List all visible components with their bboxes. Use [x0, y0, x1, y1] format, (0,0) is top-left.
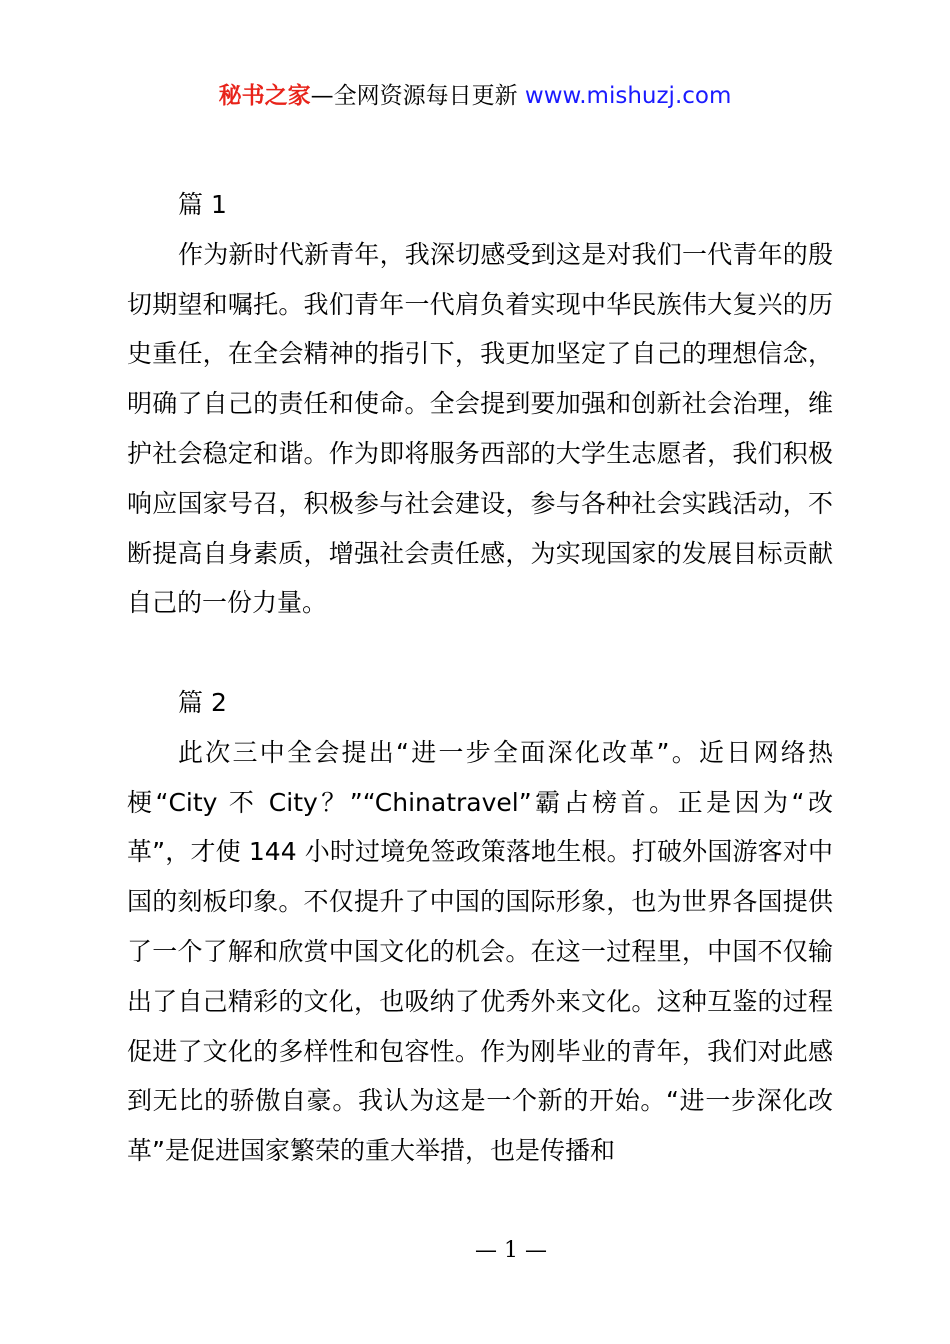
- section-1-paragraph: 作为新时代新青年，我深切感受到这是对我们一代青年的殷切期望和嘱托。我们青年一代肩负着实现中华民族伟大复兴的历史重任，在全会精神的指引下，我更加坚定了自己的理想信念，明确了自己的责任和使命。全会提到要加强和创新社会治理，维护社会稳定和谐。作为即将服务西部的大学生志愿者，我们积极响应国家号召，积极参与社会建设，参与各种社会实践活动，不断提高自身素质，增强社会责任感，为实现国家的发展目标贡献自己的一份力量。: [127, 239, 833, 618]
- section-1-title: 篇 1: [178, 190, 227, 219]
- section-2-paragraph: 此次三中全会提出“进一步全面深化改革”。近日网络热梗“City 不 City？”“Chinatravel”霸占榜首。正是因为“改革”，才使 144 小时过境免签政策落地生根。打破外国游客对中国的刻板印象。不仅提升了中国的国际形象，也为世界各国提供了一个了解和欣赏中国文化的机会。在这一过程里，中国不仅输出了自己精彩的文化，也吸纳了优秀外来文化。这种互鉴的过程促进了文化的多样性和包容性。作为刚毕业的青年，我们对此感到无比的骄傲自豪。我认为这是一个新的开始。“进一步深化改革”是促进国家繁荣的重大举措，也是传播和: [127, 737, 833, 1166]
- brand-name: 秘书之家: [218, 83, 311, 109]
- header-tagline: —全网资源每日更新: [310, 83, 525, 109]
- document-body: [127, 180, 833, 1176]
- page-number: — 1 —: [475, 1238, 547, 1263]
- site-url-link[interactable]: www.mishuzj.com: [524, 83, 732, 109]
- section-spacer: [127, 628, 833, 678]
- site-header: [0, 80, 950, 112]
- section-2-title: 篇 2: [178, 687, 227, 717]
